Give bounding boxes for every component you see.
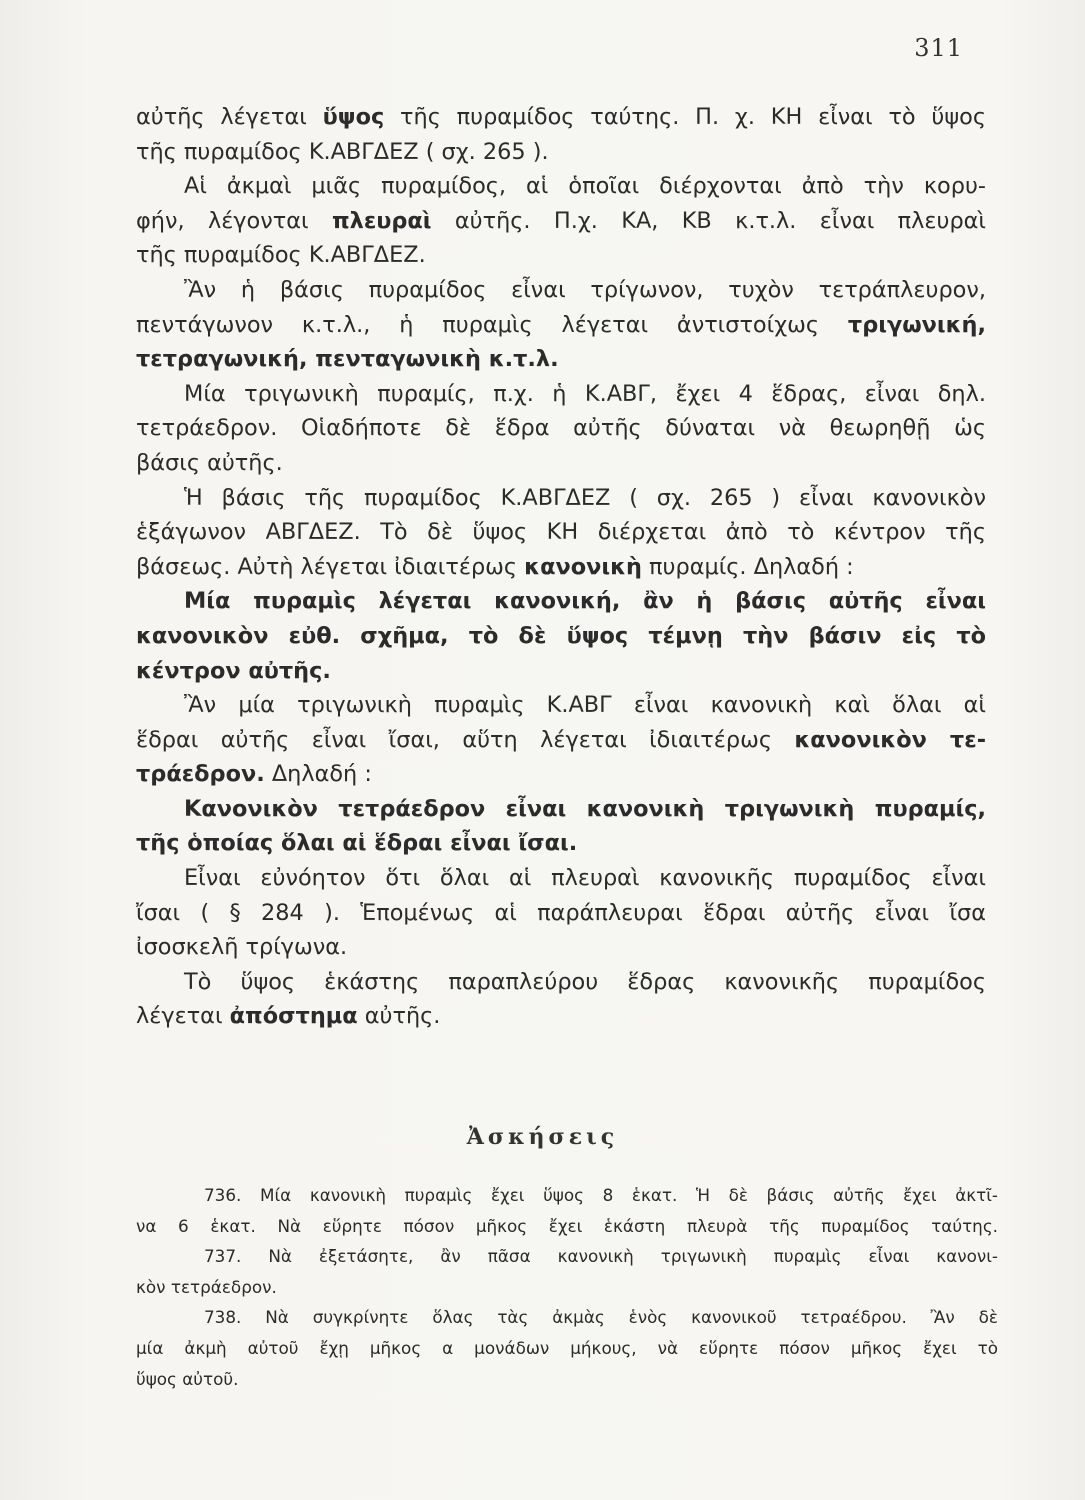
text-line: βάσις αὐτῆς.: [136, 449, 283, 476]
exercise-line: ὕψος αὐτοῦ.: [136, 1368, 239, 1389]
exercises-list: [136, 1180, 998, 1394]
text-line: ἑξάγωνον ΑΒΓΔΕΖ. Τὸ δὲ ὕψος ΚΗ διέρχεται ἀπὸ τὸ κέντρον τῆς: [136, 519, 986, 546]
text-line: πεντάγωνον κ.τ.λ., ἡ πυραμὶς λέγεται ἀντιστοίχως τριγωνική,: [136, 311, 986, 338]
text-line: Εἶναι εὐνόητον ὅτι ὅλαι αἱ πλευραὶ κανονικῆς πυραμίδος εἶναι: [184, 865, 986, 892]
text-line: Ἂν μία τριγωνικὴ πυραμὶς Κ.ΑΒΓ εἶναι κανονικὴ καὶ ὅλαι αἱ: [184, 692, 986, 719]
text-line: Αἱ ἀκμαὶ μιᾶς πυραμίδος, αἱ ὁποῖαι διέρχονται ἀπὸ τὴν κορυ-: [184, 173, 986, 200]
text-line: ἰσοσκελῆ τρίγωνα.: [136, 934, 348, 961]
text-line: Τὸ ὕψος ἑκάστης παραπλεύρου ἕδρας κανονικῆς πυραμίδος: [184, 968, 986, 995]
definition-line: Κανονικὸν τετράεδρον εἶναι κανονικὴ τριγωνικὴ πυραμίς,: [184, 795, 986, 822]
definition-line: κέντρον αὐτῆς.: [136, 657, 331, 684]
exercises-heading: Ἀσκήσεις: [466, 1124, 619, 1150]
body-text: [136, 100, 986, 1034]
text-line: φήν, λέγονται πλευραὶ αὐτῆς. Π.χ. ΚΑ, ΚΒ κ.τ.λ. εἶναι πλευραὶ: [136, 207, 986, 234]
text-line: λέγεται ἀπόστημα αὐτῆς.: [136, 1003, 441, 1030]
text-line: ἕδραι αὐτῆς εἶναι ἴσαι, αὕτη λέγεται ἰδιαιτέρως κανονικὸν τε-: [136, 726, 986, 753]
text-line: Ἡ βάσις τῆς πυραμίδος Κ.ΑΒΓΔΕΖ ( σχ. 265 ) εἶναι κανονικὸν: [184, 484, 986, 511]
exercise-line: 736. Μία κανονικὴ πυραμὶς ἔχει ὕψος 8 ἑκατ. Ἡ δὲ βάσις αὐτῆς ἔχει ἀκτῖ-: [204, 1185, 998, 1205]
exercise-line: κὸν τετράεδρον.: [136, 1276, 277, 1297]
exercise-line: να 6 ἑκατ. Νὰ εὕρητε πόσον μῆκος ἔχει ἑκάστη πλευρὰ τῆς πυραμίδος ταύτης.: [136, 1215, 998, 1236]
definition-line: Μία πυραμὶς λέγεται κανονική, ἂν ἡ βάσις αὐτῆς εἶναι: [184, 588, 986, 615]
text-line: Μία τριγωνικὴ πυραμίς, π.χ. ἡ Κ.ΑΒΓ, ἔχει 4 ἕδρας, εἶναι δηλ.: [184, 380, 986, 407]
text-line: τῆς πυραμίδος Κ.ΑΒΓΔΕΖ ( σχ. 265 ).: [136, 138, 549, 165]
text-line: τράεδρον. Δηλαδή :: [136, 761, 372, 788]
text-line: βάσεως. Αὐτὴ λέγεται ἰδιαιτέρως κανονικὴ πυραμίς. Δηλαδή :: [136, 553, 854, 580]
text-line: τῆς πυραμίδος Κ.ΑΒΓΔΕΖ.: [136, 242, 426, 269]
text-line: τετράεδρον. Οἱαδήποτε δὲ ἕδρα αὐτῆς δύναται νὰ θεωρηθῇ ὡς: [136, 415, 986, 442]
definition-line: τῆς ὁποίας ὅλαι αἱ ἕδραι εἶναι ἴσαι.: [136, 830, 578, 857]
definition-line: κανονικὸν εὐθ. σχῆμα, τὸ δὲ ὕψος τέμνῃ τὴν βάσιν εἰς τὸ: [136, 622, 986, 649]
exercise-line: 737. Νὰ ἐξετάσητε, ἂν πᾶσα κανονικὴ τριγωνικὴ πυραμὶς εἶναι κανονι-: [204, 1246, 998, 1267]
text-line: Ἂν ἡ βάσις πυραμίδος εἶναι τρίγωνον, τυχὸν τετράπλευρον,: [184, 276, 986, 303]
text-line: αὐτῆς λέγεται ὕψος τῆς πυραμίδος ταύτης. Π. χ. ΚΗ εἶναι τὸ ὕψος: [136, 104, 986, 130]
exercise-line: μία ἀκμὴ αὐτοῦ ἔχῃ μῆκος α μονάδων μήκους, νὰ εὕρητε πόσον μῆκος ἔχει τὸ: [136, 1337, 998, 1358]
page-number: 311: [914, 34, 963, 62]
exercise-line: 738. Νὰ συγκρίνητε ὅλας τὰς ἀκμὰς ἑνὸς κανονικοῦ τετραέδρου. Ἂν δὲ: [204, 1307, 998, 1328]
text-line: ἴσαι ( § 284 ). Ἑπομένως αἱ παράπλευραι ἕδραι αὐτῆς εἶναι ἴσα: [136, 899, 986, 926]
text-line: τετραγωνική, πενταγωνικὴ κ.τ.λ.: [136, 346, 559, 373]
